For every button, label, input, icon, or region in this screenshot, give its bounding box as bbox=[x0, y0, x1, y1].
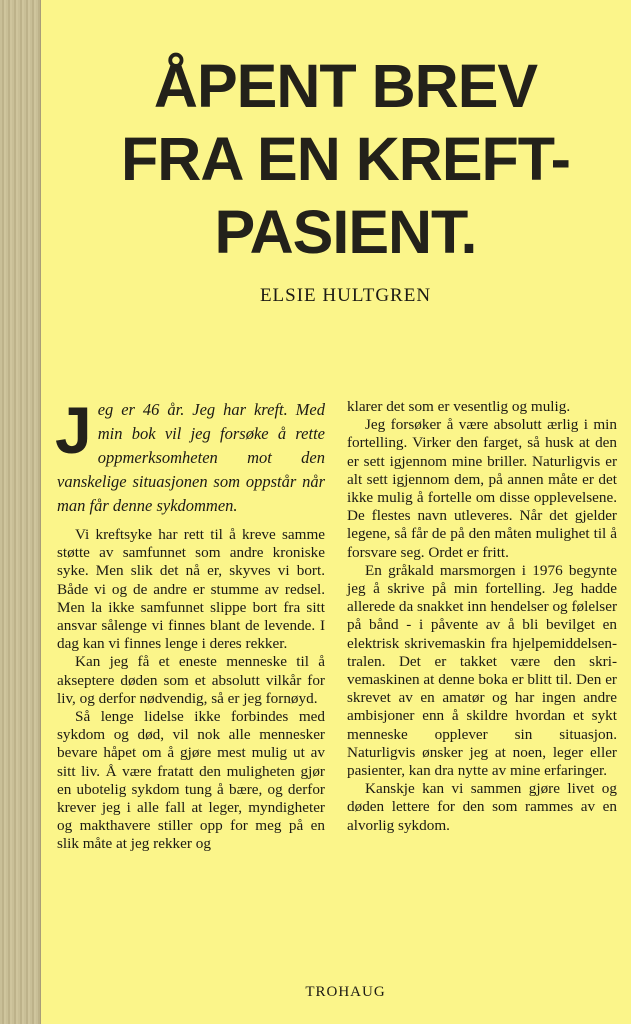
blurb-column-right bbox=[347, 398, 617, 835]
intro-text: eg er 46 år. Jeg har kreft. Med min bok vil jeg forsøke å rette oppmerksomheten mot den vanskelige situasjonen som oppstår når man får denne sykdommen. bbox=[57, 400, 325, 515]
drop-cap: J bbox=[55, 393, 92, 467]
paragraph: Så lenge lidelse ikke forbindes med sykdom og død, vil nok alle mennesker bevare håpet om å gjøre mest mulig ut av sitt liv. Å være fratatt den muligheten gjør en ubotelig sykdom tung å bære, og derfor krever jeg i alle fall at leger, myndigheter og makthavere stiller opp for meg på en slik måte at jeg rekker og bbox=[57, 708, 325, 853]
book-back-cover bbox=[40, 0, 631, 1024]
blurb-intro bbox=[55, 393, 325, 518]
title-line-2: FRA EN KREFT- bbox=[121, 125, 570, 193]
paragraph: Kanskje kan vi sammen gjøre livet og døden lettere for den som rammes av en alvorlig sykdom. bbox=[347, 780, 617, 834]
paragraph: En gråkald marsmorgen i 1976 begynte jeg å skrive på min fortelling. Jeg hadde allerede da snakket inn hendelser og følelser på bånd - i påvente av å bli bevilget en elektrisk skrivemaskin fra hjelpemiddelsentralen. Det er takket være den skrivemaskinen at denne boka er blitt til. Den er skrevet av en amatør og har ingen andre ambisjoner enn å skildre hvordan et sykt menneske opplever sin situasjon. Naturligvis ønsker jeg at noen, leger eller pasienter, kan dra nytte av mine erfaringer. bbox=[347, 561, 617, 780]
paragraph-continued: klarer det som er vesentlig og mulig. bbox=[347, 398, 571, 415]
paragraph: Jeg forsøker å være absolutt ærlig i min fortelling. Virker den farget, så husk at den er sett igjennom mine briller. Naturligvis er alt sett igjennom dem, på annen måte er det ikke mulig å fortelle om disse opplevelsene. De flestes navn utleveres. Når det gjelder legene, så får de på den måten mulighet til å forsvare seg. Ordet er fritt. bbox=[347, 416, 617, 561]
paragraph: Kan jeg få et eneste menneske til å akseptere døden som et absolutt vilkår for liv, og derfor nødvendig, så er jeg fornøyd. bbox=[57, 653, 325, 707]
publisher-name: TROHAUG bbox=[305, 984, 386, 1000]
author-name: ELSIE HULTGREN bbox=[259, 285, 432, 306]
title-line-3: PASIENT. bbox=[214, 198, 477, 266]
blurb-column-left bbox=[55, 393, 325, 854]
book-title bbox=[60, 50, 631, 269]
book-spine bbox=[0, 0, 41, 1024]
paragraph: Vi kreftsyke har rett til å kreve samme støtte av samfunnet som andre kroniske syke. Men slik det nå er, skyves vi bort. Både vi og de andre er stumme av redsel. Men la ikke samfunnet slippe bort fra sitt ansvar sålenge vi finnes blant de levende. I dag kan vi finnes lenge i deres rekker. bbox=[57, 526, 325, 653]
title-line-1: ÅPENT BREV bbox=[153, 52, 538, 120]
